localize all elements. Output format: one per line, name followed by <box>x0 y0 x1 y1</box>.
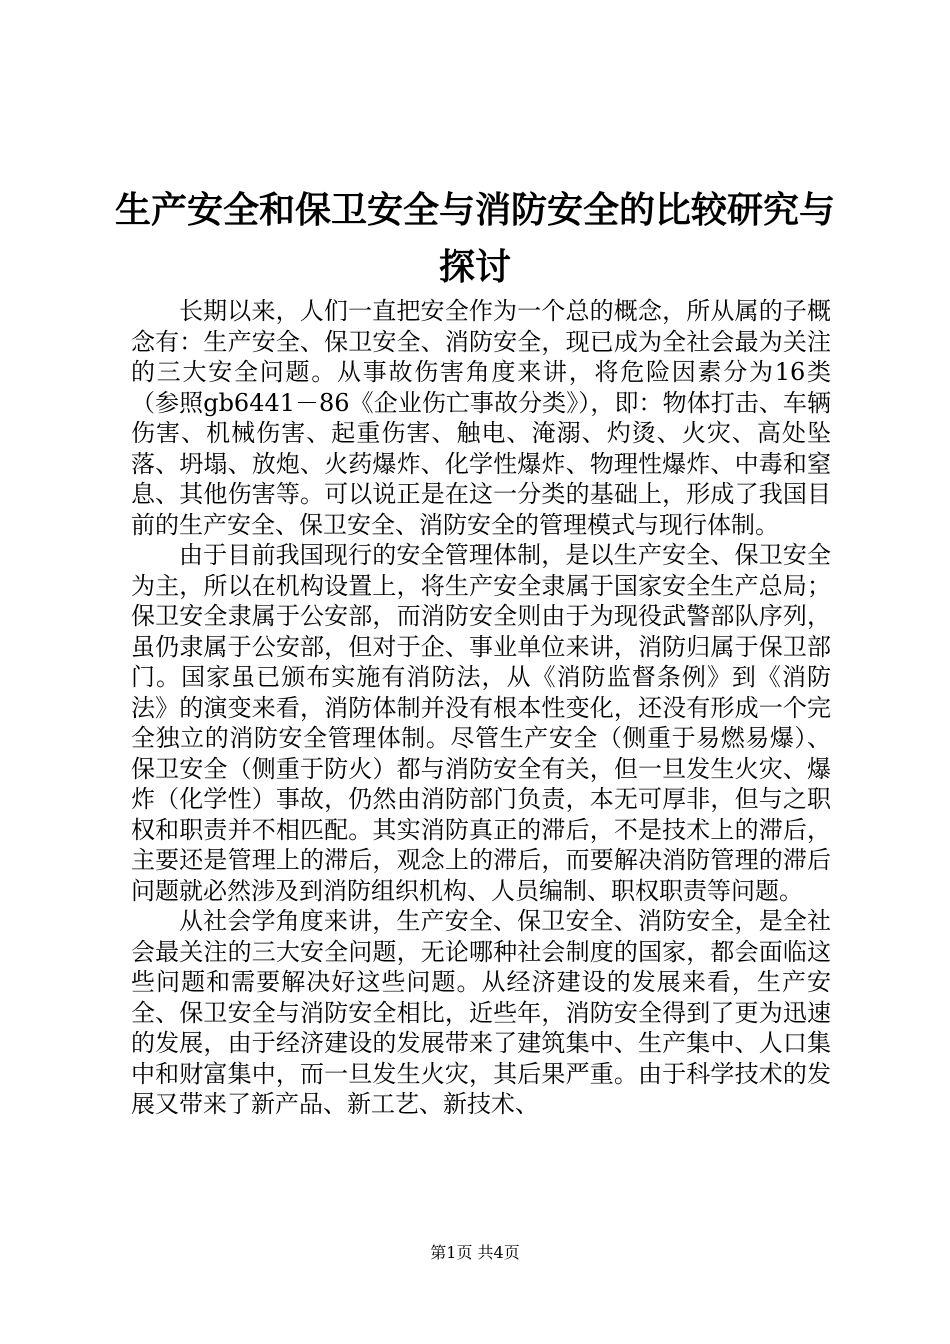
paragraph-2: 由于目前我国现行的安全管理体制，是以生产安全、保卫安全为主，所以在机构设置上，将生产安全隶属于国家安全生产总局；保卫安全隶属于公安部，而消防安全则由于为现役武警部队序列，虽仍隶属于公安部，但对于企、事业单位来讲，消防归属于保卫部门。国家虽已颁布实施有消防法，从《消防监督条例》到《消防法》的演变来看，消防体制并没有根本性变化，还没有形成一个完全独立的消防安全管理体制。尽管生产安全（侧重于易燃易爆）、保卫安全（侧重于防火）都与消防安全有关，但一旦发生火灾、爆炸（化学性）事故，仍然由消防部门负责，本无可厚非，但与之职权和职责并不相匹配。其实消防真正的滞后，不是技术上的滞后，主要还是管理上的滞后，观念上的滞后，而要解决消防管理的滞后问题就必然涉及到消防组织机构、人员编制、职权职责等问题。 <box>131 541 831 905</box>
document-title-line-2: 探讨 <box>438 246 511 288</box>
paragraph-1: 长期以来，人们一直把安全作为一个总的概念，所从属的子概念有：生产安全、保卫安全、消防安全，现已成为全社会最为关注的三大安全问题。从事故伤害角度来讲，将危险因素分为16类（参照gb6441－86《企业伤亡事故分类》），即：物体打击、车辆伤害、机械伤害、起重伤害、触电、淹溺、灼烫、火灾、高处坠落、坍塌、放炮、火药爆炸、化学性爆炸、物理性爆炸、中毒和窒息、其他伤害等。可以说正是在这一分类的基础上，形成了我国目前的生产安全、保卫安全、消防安全的管理模式与现行体制。 <box>131 297 831 539</box>
document-title-line-1: 生产安全和保卫安全与消防安全的比较研究与 <box>114 189 835 231</box>
page-footer: 第1页 共4页 <box>430 1243 520 1262</box>
document-body <box>131 296 831 1120</box>
paragraph-3: 从社会学角度来讲，生产安全、保卫安全、消防安全，是全社会最关注的三大安全问题，无论哪种社会制度的国家，都会面临这些问题和需要解决好这些问题。从经济建设的发展来看，生产安全、保卫安全与消防安全相比，近些年，消防安全得到了更为迅速的发展，由于经济建设的发展带来了建筑集中、生产集中、人口集中和财富集中，而一旦发生火灾，其后果严重。由于科学技术的发展又带来了新产品、新工艺、新技术、 <box>131 907 831 1118</box>
